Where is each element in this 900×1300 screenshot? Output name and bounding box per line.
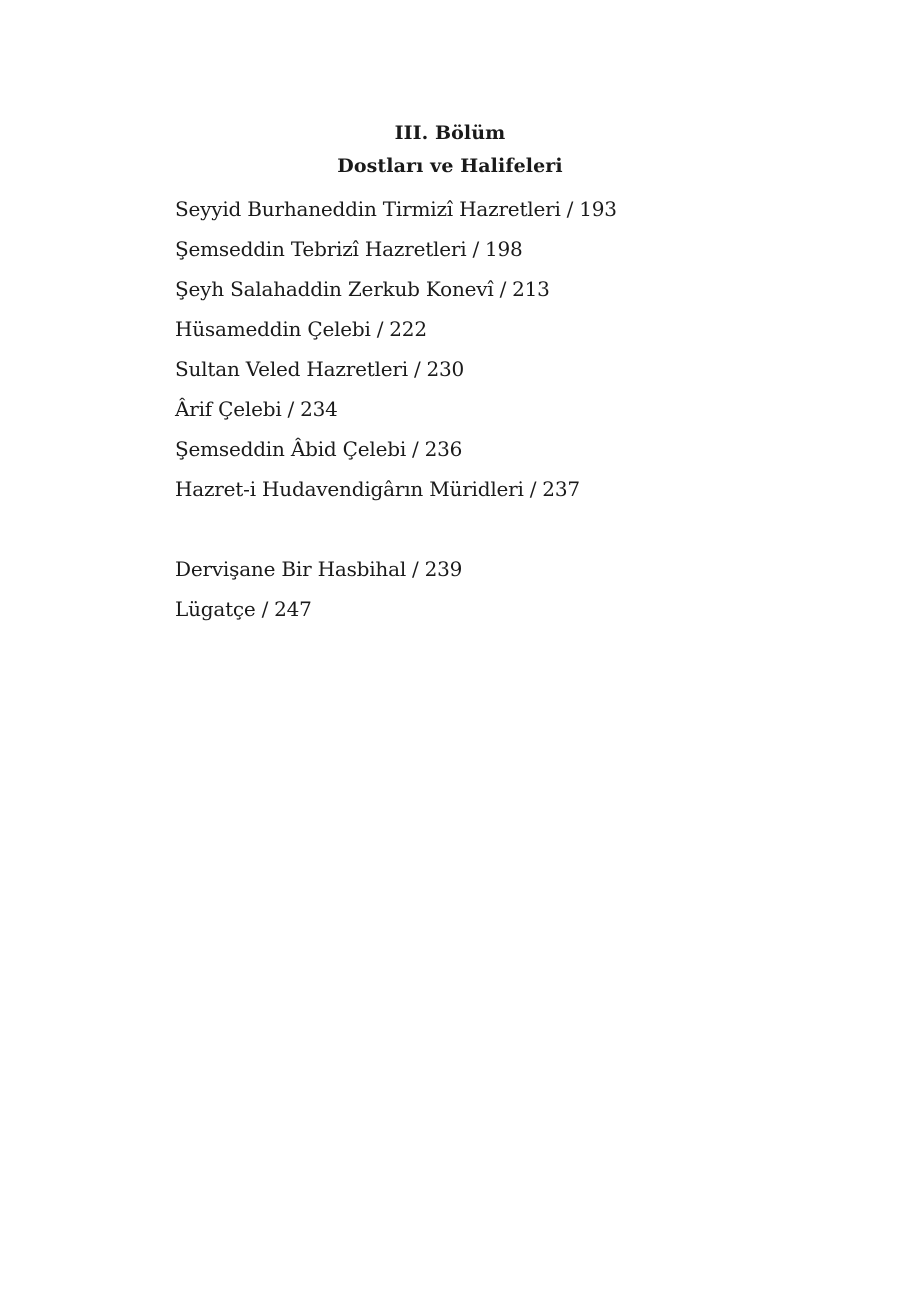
- toc-entry: [175, 469, 617, 509]
- toc-entry-page: 237: [542, 477, 580, 501]
- toc-entry: [175, 429, 617, 469]
- toc-separator: /: [499, 277, 507, 301]
- toc-separator: /: [376, 317, 384, 341]
- toc-entry-title: Dervişane Bir Hasbihal: [175, 557, 407, 581]
- toc-separator: /: [566, 197, 574, 221]
- toc-entry-page: 230: [426, 357, 465, 381]
- toc-entry-title: Ârif Çelebi: [175, 397, 282, 421]
- toc-entry: [175, 229, 617, 269]
- toc-entry-page: 236: [424, 437, 463, 461]
- toc-separator: /: [413, 357, 421, 381]
- toc-extra-list: [175, 549, 462, 629]
- toc-entry-page: 234: [300, 397, 338, 421]
- toc-entry-page: 198: [485, 237, 523, 261]
- section-title: Dostları ve Halifeleri: [337, 155, 563, 177]
- toc-entry: [175, 549, 462, 589]
- toc-separator: /: [261, 597, 269, 621]
- toc-entry-title: Şeyh Salahaddin Zerkub Konevî: [175, 277, 494, 301]
- section-header: [175, 117, 725, 183]
- toc-entry-page: 213: [512, 277, 550, 301]
- toc-entry-title: Seyyid Burhaneddin Tirmizî Hazretleri: [175, 197, 561, 221]
- toc-entry: [175, 309, 617, 349]
- toc-entry: [175, 349, 617, 389]
- toc-entry-title: Şemseddin Tebrizî Hazretleri: [175, 237, 467, 261]
- toc-entry-title: Lügatçe: [175, 597, 256, 621]
- toc-separator: /: [529, 477, 537, 501]
- toc-entry: [175, 589, 462, 629]
- toc-entry-title: Şemseddin Âbid Çelebi: [175, 437, 407, 461]
- toc-separator: /: [412, 437, 419, 461]
- toc-entry-title: Sultan Veled Hazretleri: [175, 357, 408, 381]
- toc-entry-title: Hüsameddin Çelebi: [175, 317, 371, 341]
- toc-entry-page: 222: [389, 317, 427, 341]
- toc-entry: [175, 389, 617, 429]
- toc-entry: [175, 189, 617, 229]
- toc-separator: /: [472, 237, 479, 261]
- toc-entry-page: 193: [579, 197, 617, 221]
- toc-separator: /: [287, 397, 295, 421]
- toc-entry: [175, 269, 617, 309]
- toc-list: [175, 189, 617, 509]
- toc-separator: /: [412, 557, 419, 581]
- section-label: III. Bölüm: [394, 122, 506, 144]
- toc-entry-title: Hazret-i Hudavendigârın Müridleri: [175, 477, 524, 501]
- toc-entry-page: 247: [274, 597, 312, 621]
- toc-entry-page: 239: [424, 557, 463, 581]
